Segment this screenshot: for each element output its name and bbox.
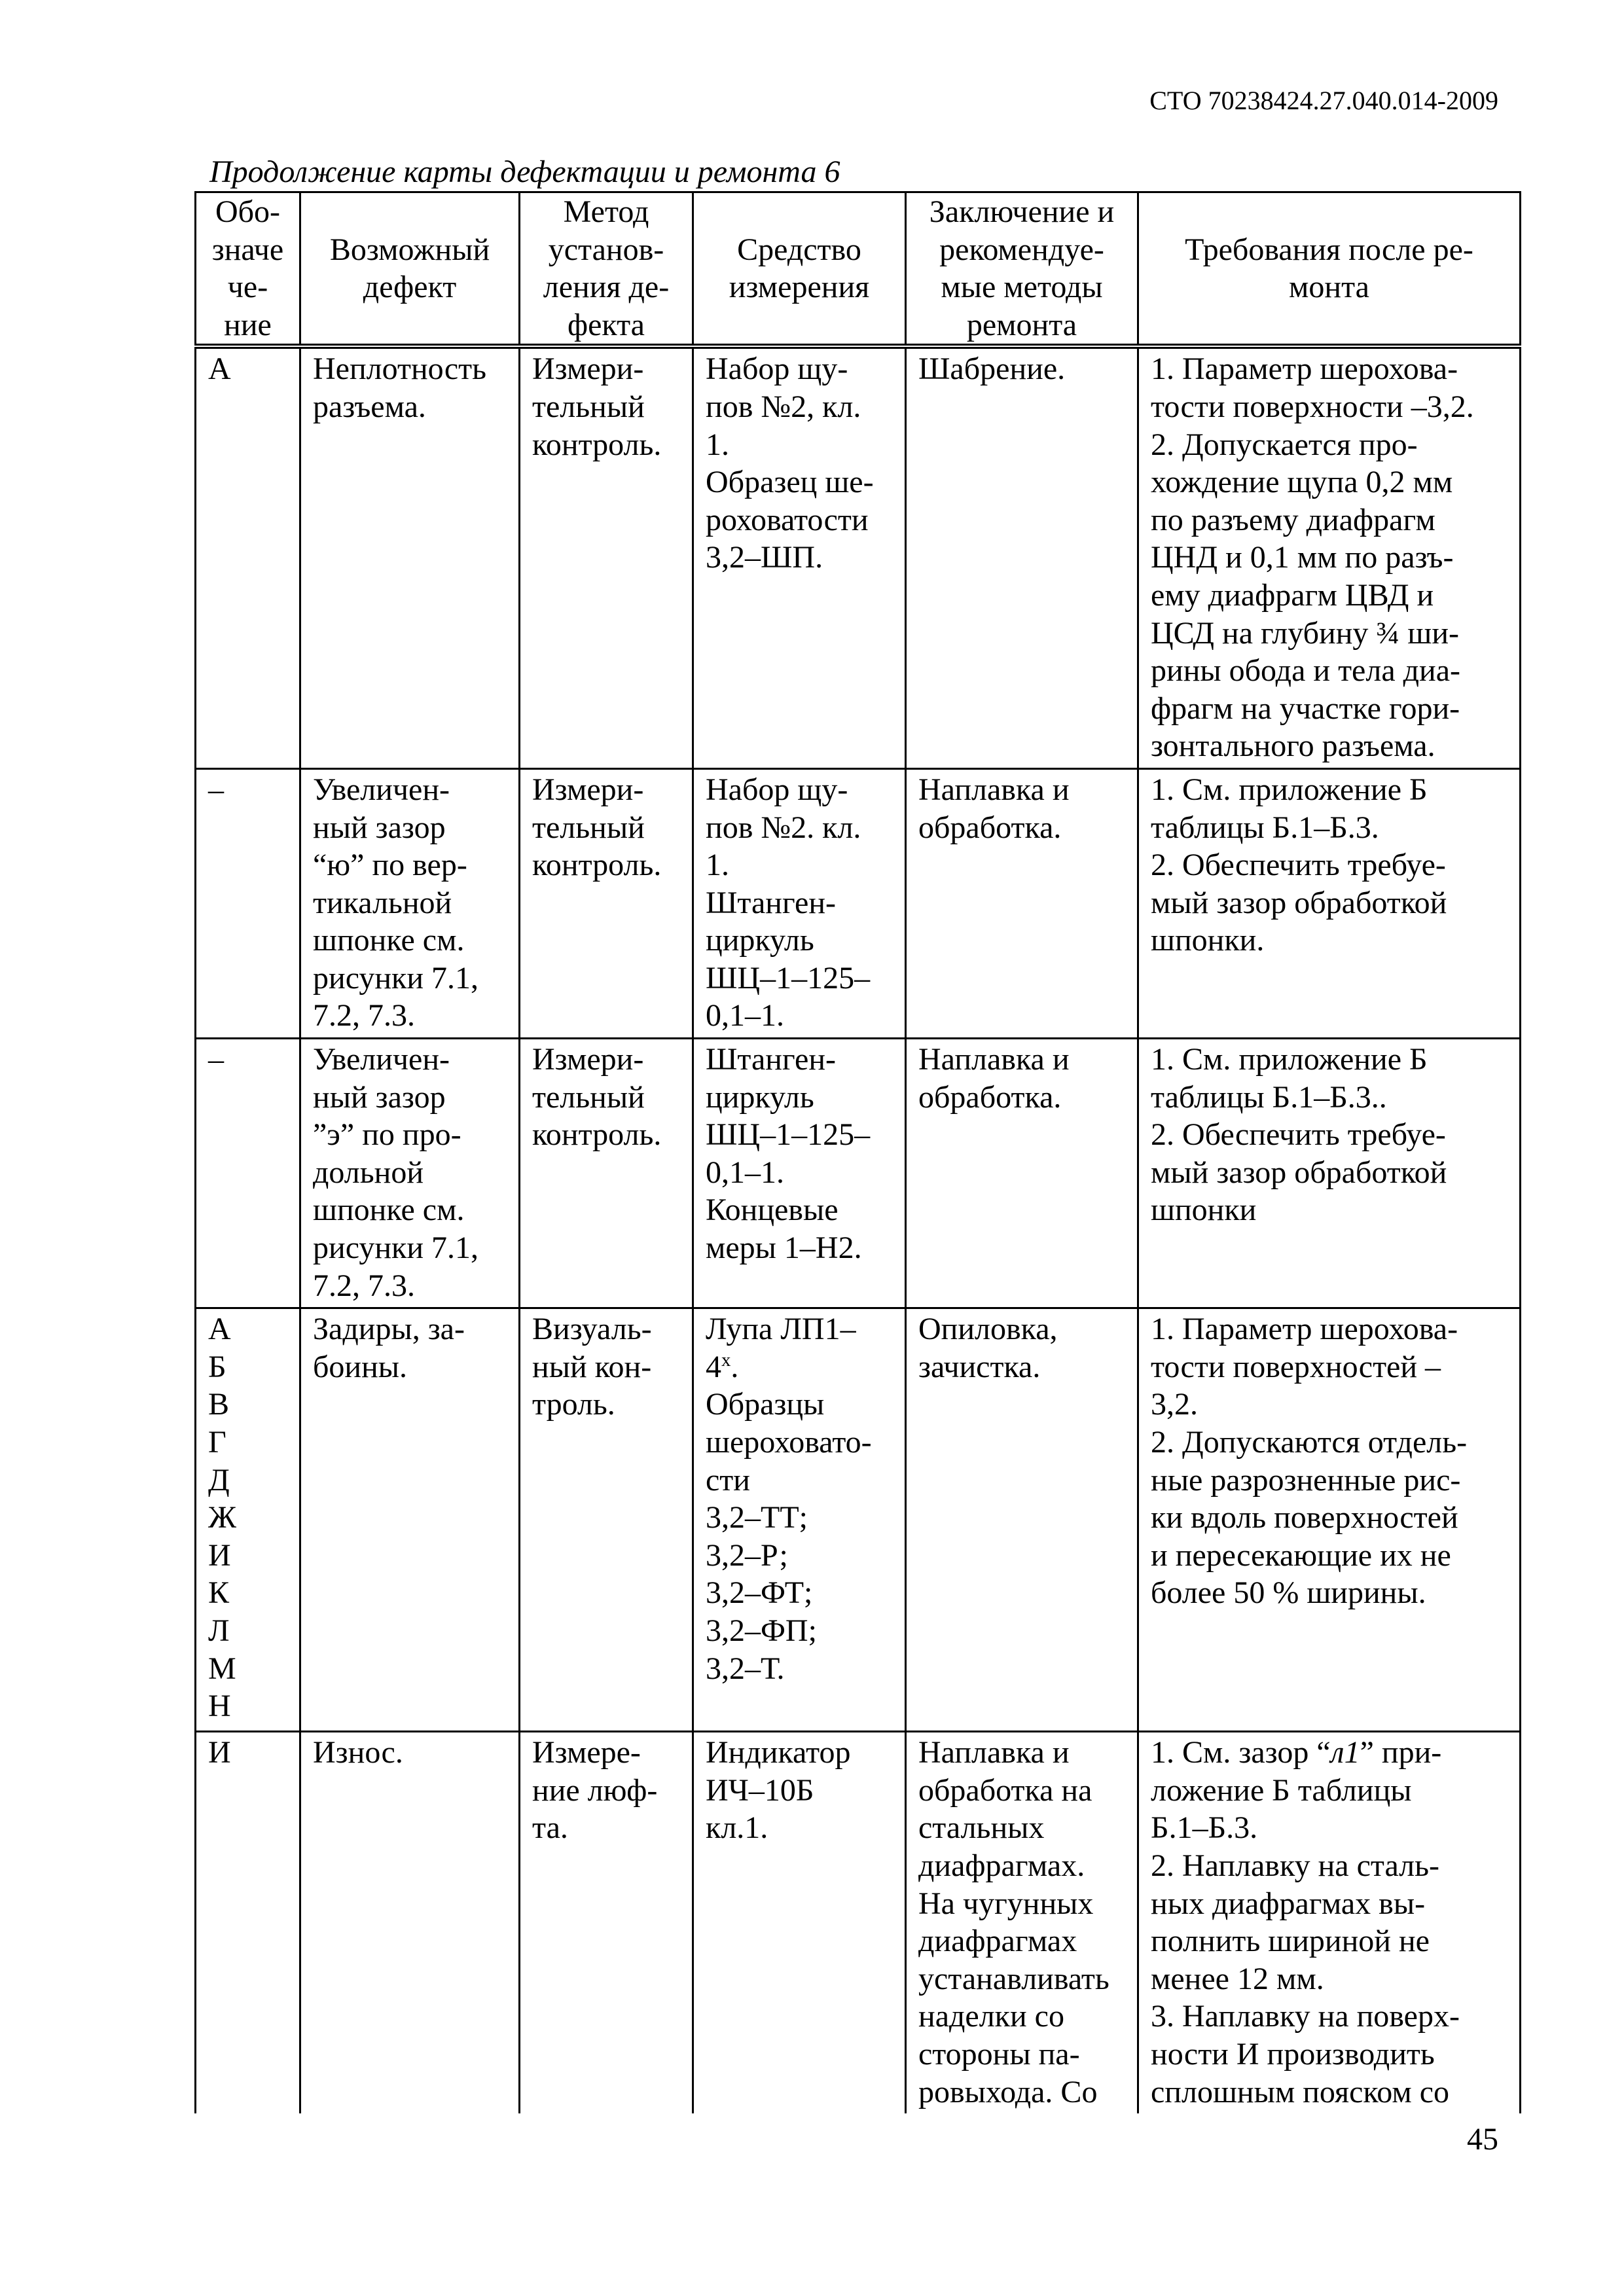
cell-tool: Индикатор ИЧ–10Б кл.1. [693,1732,906,2113]
cell-defect: Неплотность разъема. [300,346,520,768]
cell-conclusion: Наплавка и обработка. [906,1039,1138,1308]
cell-designation: И [196,1732,300,2113]
cell-tool: Штанген- циркуль ШЦ–1–125– 0,1–1. Концевые меры 1–Н2. [693,1039,906,1308]
tool-value-tail: . [731,1349,739,1384]
cell-tool: Набор щу- пов №2. кл. 1. Штанген- циркуль ШЦ–1–125– 0,1–1. [693,768,906,1038]
cell-defect: Задиры, за- боины. [300,1308,520,1732]
cell-requirements: 1. Параметр шерохова- тости поверхности –3,2. 2. Допускается про- хождение щупа 0,2 мм по разъему диафрагм ЦНД и 0,1 мм по разъ- ему диафрагм ЦВД и ЦСД на глубину ¾ ши- рины обода и тела диа- фрагм на участке гори- зонтального разъема. [1138,346,1521,768]
tool-value: 4 [706,1349,721,1384]
defect-map-table [194,191,1521,2113]
cell-requirements: 1. Параметр шерохова- тости поверхностей – 3,2. 2. Допускаются отдель- ные разрозненные рис- ки вдоль поверхностей и пересекающие их не более 50 % ширины. [1138,1308,1521,1732]
cell-designation: – [196,1039,300,1308]
gap-symbol: л1 [1330,1735,1360,1770]
cell-requirements [1138,1732,1521,2113]
cell-method: Измери- тельный контроль. [520,346,693,768]
header-tool: Средство измерения [693,192,906,347]
table-row [196,1308,1521,1732]
cell-conclusion: Шабрение. [906,346,1138,768]
cell-method: Визуаль- ный кон- троль. [520,1308,693,1732]
cell-defect: Увеличен- ный зазор “ю” по вер- тикальной шпонке см. рисунки 7.1, 7.2, 7.3. [300,768,520,1038]
requirements-line [1151,1734,1511,1772]
cell-designation: А [196,346,300,768]
table-row [196,768,1521,1038]
table-header-row [196,192,1521,347]
cell-defect: Увеличен- ный зазор ”э” по про- дольной шпонке см. рисунки 7.1, 7.2, 7.3. [300,1039,520,1308]
cell-defect: Износ. [300,1732,520,2113]
table-row [196,1732,1521,2113]
header-requirements: Требования после ре- монта [1138,192,1521,347]
tool-line [706,1348,897,1386]
cell-method: Измери- тельный контроль. [520,768,693,1038]
tool-samples: Образцы шероховато- сти 3,2–ТТ; 3,2–Р; 3,2–ФТ; 3,2–ФП; 3,2–Т. [706,1387,872,1686]
requirements-rest: ложение Б таблицы Б.1–Б.3. 2. Наплавку на сталь- ных диафрагмах вы- полнить шириной не менее 12 мм. 3. Наплавку на поверх- ности И производить сплошным пояском со [1151,1772,1460,2109]
tool-superscript: х [721,1349,731,1371]
cell-requirements: 1. См. приложение Б таблицы Б.1–Б.3.. 2. Обеспечить требуе- мый зазор обработкой шпонки [1138,1039,1521,1308]
cell-conclusion: Наплавка и обработка. [906,768,1138,1038]
header-designation: Обо- значе че- ние [196,192,300,347]
cell-method: Измере- ние люф- та. [520,1732,693,2113]
table-row [196,346,1521,768]
cell-designation: А Б В Г Д Ж И К Л М Н [196,1308,300,1732]
table-caption: Продолжение карты дефектации и ремонта 6 [209,154,840,189]
cell-tool [693,1308,906,1732]
page-number: 45 [1467,2122,1498,2157]
cell-conclusion: Наплавка и обработка на стальных диафрагмах. На чугунных диафрагмах устанавливать наделки со стороны па- ровыхода. Со [906,1732,1138,2113]
cell-tool: Набор щу- пов №2, кл. 1. Образец ше- роховатости 3,2–ШП. [693,346,906,768]
header-defect: Возможный дефект [300,192,520,347]
document-code: СТО 70238424.27.040.014-2009 [1149,86,1498,115]
cell-requirements: 1. См. приложение Б таблицы Б.1–Б.3. 2. Обеспечить требуе- мый зазор обработкой шпонки. [1138,768,1521,1038]
cell-designation: – [196,768,300,1038]
header-conclusion: Заключение и рекомендуе- мые методы ремонта [906,192,1138,347]
header-method: Метод установ- ления де- фекта [520,192,693,347]
requirements-text: 1. См. зазор “ [1151,1735,1331,1770]
cell-method: Измери- тельный контроль. [520,1039,693,1308]
tool-line: Лупа ЛП1– [706,1312,856,1347]
requirements-text: ” при- [1360,1735,1442,1770]
table-row [196,1039,1521,1308]
cell-conclusion: Опиловка, зачистка. [906,1308,1138,1732]
